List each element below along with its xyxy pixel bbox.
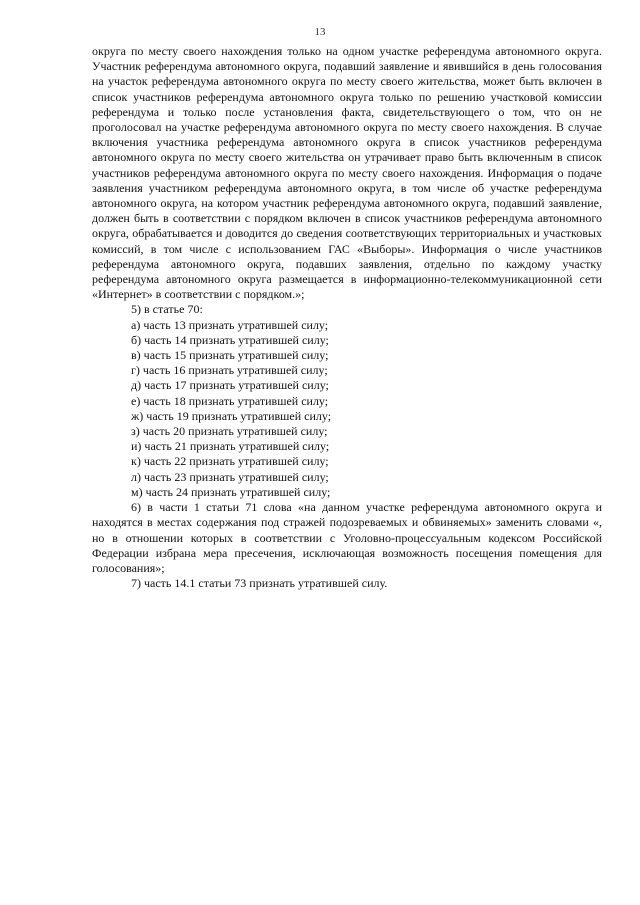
list-item: л) часть 23 признать утратившей силу; (131, 469, 329, 484)
list-item: ж) часть 19 признать утратившей силу; (131, 408, 332, 423)
list-item: м) часть 24 признать утратившей силу; (131, 484, 331, 499)
list-item: г) часть 16 признать утратившей силу; (131, 363, 328, 378)
paragraph-continuation: округа по месту своего нахождения только на одном участке референдума автономного округа. Участник референдума автономного округа, подавший заявление и явившийся в день голосования на участок референдума автономного округа по месту своего жительства, может быть включен в список участников референдума автономного округа только по решению участковой комиссии референдума и только после установления факта, свидетельствующего о том, что он не проголосовал на участке референдума автономного округа по месту своего нахождения. В случае включения участника референдума автономного округа в список участников референдума автономного округа по месту своего жительства он утрачивает право быть включенным в список участников референдума автономного округа по месту своего нахождения. Информация о подаче заявления участником референдума автономного округа, в том числе об участке референдума автономного округа, на котором участник референдума автономного округа, подавший заявление, должен быть в соответствии с порядком включен в список участников референдума автономного округа, обрабатывается и доводится до сведения соответствующих территориальных и участковых комиссий, в том числе с использованием ГАС «Выборы». Информация о числе участников референдума автономного округа, подавших заявления, отдельно по каждому участку референдума автономного округа размещается в информационно-телекоммуникационной сети «Интернет» в соответствии с порядком.»; (92, 44, 602, 302)
list-item: е) часть 18 признать утратившей силу; (131, 393, 329, 408)
paragraph-item-6: 6) в части 1 статьи 71 слова «на данном участке референдума автономного округа и находятся в местах содержания под стражей подозреваемых и обвиняемых» заменить словами «, но в отношении которых в соответствии с Уголовно-процессуальным кодексом Российской Федерации избрана мера пресечения, исключающая возможность посещения помещения для голосования»; (92, 500, 602, 575)
document-body (92, 44, 602, 591)
list-item: з) часть 20 признать утратившей силу; (131, 424, 328, 439)
page-number: 13 (314, 26, 326, 38)
list-item: б) часть 14 признать утратившей силу; (131, 332, 329, 347)
paragraph-item-7: 7) часть 14.1 статьи 73 признать утратившей силу. (131, 576, 388, 591)
paragraph-item-5: 5) в статье 70: (131, 302, 203, 317)
sub-item-list (92, 318, 602, 500)
list-item: а) часть 13 признать утратившей силу; (131, 317, 329, 332)
list-item: к) часть 22 признать утратившей силу; (131, 454, 329, 469)
list-item: д) часть 17 признать утратившей силу; (131, 378, 329, 393)
list-item: в) часть 15 признать утратившей силу; (131, 348, 329, 363)
list-item: и) часть 21 признать утратившей силу; (131, 439, 330, 454)
